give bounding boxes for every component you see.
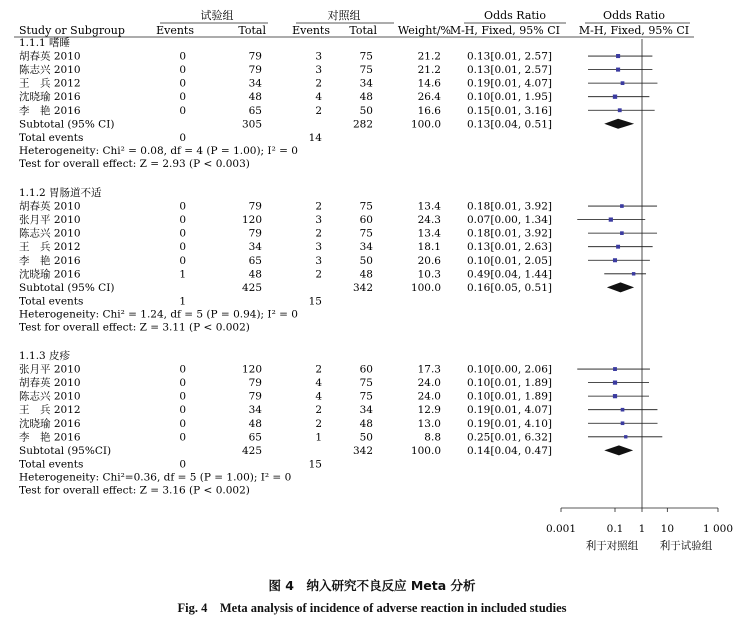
odds-ratio-header-ci: Odds Ratio (484, 9, 546, 22)
study-name: 陈志兴 2010 (19, 227, 81, 240)
total-exp: 48 (248, 91, 262, 104)
total-ctrl: 75 (359, 377, 373, 390)
ci-value: 0.19[0.01, 4.07] (466, 404, 552, 417)
subtotal-ci: 0.14[0.04, 0.47] (466, 444, 552, 457)
x-tick-label: 1 (638, 523, 646, 535)
subtotal-total-ctrl: 282 (352, 118, 373, 131)
events-ctrl: 3 (315, 50, 322, 63)
events-ctrl: 2 (315, 227, 322, 240)
total-ctrl: 60 (359, 214, 373, 227)
events-exp: 0 (179, 363, 186, 376)
total-ctrl: 75 (359, 227, 373, 240)
point-estimate (624, 435, 627, 438)
ci-value: 0.10[0.01, 1.95] (466, 91, 552, 104)
events-exp: 0 (179, 214, 186, 227)
ci-value: 0.13[0.01, 2.57] (466, 64, 552, 77)
heterogeneity-text: Heterogeneity: Chi² = 1.24, df = 5 (P = 0.94); I² = 0 (19, 308, 298, 321)
point-estimate (613, 394, 617, 398)
total-ctrl: 50 (359, 254, 373, 267)
total-exp: 79 (248, 390, 262, 403)
point-estimate (620, 204, 624, 208)
total-ctrl: 34 (359, 241, 373, 254)
pooled-diamond (604, 119, 634, 129)
overall-effect-text: Test for overall effect: Z = 2.93 (P < 0.003) (19, 157, 250, 170)
events-exp: 0 (179, 404, 186, 417)
study-name: 陈志兴 2010 (19, 390, 81, 403)
events-exp: 0 (179, 91, 186, 104)
events-exp: 0 (179, 377, 186, 390)
weight-value: 21.2 (417, 64, 441, 77)
total-ctrl: 60 (359, 363, 373, 376)
column-weight: Weight/% (397, 24, 451, 37)
events-ctrl: 2 (315, 417, 322, 430)
events-ctrl: 4 (315, 377, 322, 390)
total-events-exp: 0 (179, 131, 186, 144)
ci-value: 0.13[0.01, 2.63] (466, 241, 552, 254)
total-ctrl: 34 (359, 77, 373, 90)
weight-value: 18.1 (417, 241, 441, 254)
weight-value: 24.0 (417, 390, 441, 403)
column-study: Study or Subgroup (19, 24, 125, 37)
events-ctrl: 1 (315, 431, 322, 444)
events-exp: 0 (179, 104, 186, 117)
weight-value: 16.6 (417, 104, 441, 117)
ci-value: 0.19[0.01, 4.10] (466, 417, 552, 430)
events-exp: 0 (179, 431, 186, 444)
events-exp: 0 (179, 77, 186, 90)
total-exp: 34 (248, 77, 262, 90)
subtotal-total-exp: 425 (241, 281, 262, 294)
exp-group-header: 试验组 (200, 9, 234, 22)
study-name: 李 艳 2016 (19, 254, 81, 267)
total-ctrl: 75 (359, 50, 373, 63)
total-ctrl: 75 (359, 64, 373, 77)
total-exp: 79 (248, 200, 262, 213)
events-ctrl: 2 (315, 104, 322, 117)
odds-ratio-header-plot: Odds Ratio (603, 9, 665, 22)
ci-value: 0.10[0.01, 1.89] (466, 377, 552, 390)
point-estimate (632, 272, 635, 275)
events-exp: 0 (179, 417, 186, 430)
events-exp: 0 (179, 390, 186, 403)
subtotal-weight: 100.0 (410, 281, 441, 294)
total-exp: 120 (241, 214, 262, 227)
favours-control-label: 利于对照组 (585, 540, 639, 552)
point-estimate (613, 258, 617, 262)
total-events-ctrl: 15 (308, 458, 322, 471)
total-ctrl: 48 (359, 268, 373, 281)
ci-value: 0.15[0.01, 3.16] (466, 104, 552, 117)
study-name: 王 兵 2012 (19, 241, 81, 254)
total-events-exp: 1 (179, 295, 186, 308)
point-estimate (621, 408, 625, 412)
subtotal-label: Subtotal (95% CI) (19, 281, 115, 294)
total-ctrl: 75 (359, 390, 373, 403)
point-estimate (616, 68, 620, 72)
column-events-exp: Events (156, 24, 194, 37)
weight-value: 13.4 (417, 200, 441, 213)
total-events-exp: 0 (179, 458, 186, 471)
events-ctrl: 2 (315, 77, 322, 90)
study-name: 沈晓瑜 2016 (19, 417, 81, 430)
point-estimate (616, 245, 620, 249)
overall-effect-text: Test for overall effect: Z = 3.16 (P < 0.002) (19, 484, 250, 497)
weight-value: 21.2 (417, 50, 441, 63)
point-estimate (621, 421, 625, 425)
weight-value: 24.3 (417, 214, 441, 227)
column-total-ctrl: Total (349, 24, 377, 37)
total-ctrl: 75 (359, 200, 373, 213)
column-ci: M-H, Fixed, 95% CI (449, 24, 560, 37)
events-ctrl: 3 (315, 214, 322, 227)
study-name: 张月平 2010 (19, 363, 81, 376)
events-ctrl: 3 (315, 64, 322, 77)
ci-value: 0.10[0.01, 1.89] (466, 390, 552, 403)
total-exp: 120 (241, 363, 262, 376)
events-ctrl: 4 (315, 390, 322, 403)
study-name: 张月平 2010 (19, 214, 81, 227)
total-ctrl: 48 (359, 91, 373, 104)
weight-value: 13.0 (417, 417, 441, 430)
study-name: 陈志兴 2010 (19, 64, 81, 77)
plot-area (546, 39, 733, 552)
total-events-ctrl: 14 (308, 131, 322, 144)
subgroup-title: 1.1.2 胃肠道不适 (19, 187, 102, 199)
weight-value: 26.4 (417, 91, 441, 104)
events-ctrl: 4 (315, 91, 322, 104)
subtotal-total-ctrl: 342 (352, 444, 373, 457)
column-plot: M-H, Fixed, 95% CI (578, 24, 690, 37)
weight-value: 8.8 (424, 431, 441, 444)
study-name: 胡春英 2010 (19, 200, 81, 213)
weight-value: 24.0 (417, 377, 441, 390)
events-ctrl: 2 (315, 268, 322, 281)
ci-value: 0.19[0.01, 4.07] (466, 77, 552, 90)
total-exp: 48 (248, 417, 262, 430)
events-ctrl: 2 (315, 404, 322, 417)
ci-value: 0.25[0.01, 6.32] (466, 431, 552, 444)
subtotal-total-exp: 305 (241, 118, 262, 131)
total-ctrl: 34 (359, 404, 373, 417)
total-events-ctrl: 15 (308, 295, 322, 308)
table-body (19, 36, 552, 496)
study-name: 沈晓瑜 2016 (19, 91, 81, 104)
heterogeneity-text: Heterogeneity: Chi² = 0.08, df = 4 (P = 1.00); I² = 0 (19, 144, 298, 157)
events-ctrl: 3 (315, 254, 322, 267)
events-ctrl: 2 (315, 363, 322, 376)
total-exp: 79 (248, 64, 262, 77)
heterogeneity-text: Heterogeneity: Chi²=0.36, df = 5 (P = 1.00); I² = 0 (19, 471, 292, 484)
weight-value: 13.4 (417, 227, 441, 240)
figure-caption-zh: 图 4 纳入研究不良反应 Meta 分析 (268, 578, 476, 593)
events-ctrl: 2 (315, 200, 322, 213)
subtotal-ci: 0.16[0.05, 0.51] (466, 281, 552, 294)
ctrl-group-header: 对照组 (327, 9, 361, 22)
ci-value: 0.49[0.04, 1.44] (466, 268, 552, 281)
weight-value: 10.3 (417, 268, 441, 281)
point-estimate (613, 95, 617, 99)
subtotal-label: Subtotal (95%CI) (19, 444, 112, 457)
subtotal-label: Subtotal (95% CI) (19, 118, 115, 131)
subtotal-total-exp: 425 (241, 444, 262, 457)
events-exp: 0 (179, 200, 186, 213)
total-events-label: Total events (19, 131, 84, 144)
subtotal-ci: 0.13[0.04, 0.51] (466, 118, 552, 131)
point-estimate (618, 108, 622, 112)
x-tick-label: 1 000 (702, 523, 734, 535)
subtotal-weight: 100.0 (410, 118, 441, 131)
total-exp: 79 (248, 50, 262, 63)
total-exp: 48 (248, 268, 262, 281)
ci-value: 0.13[0.01, 2.57] (466, 50, 552, 63)
x-tick-label: 0.001 (545, 523, 577, 535)
subgroup-title: 1.1.1 嗜睡 (19, 37, 71, 49)
total-exp: 79 (248, 227, 262, 240)
weight-value: 20.6 (417, 254, 441, 267)
total-events-label: Total events (19, 295, 84, 308)
events-exp: 1 (179, 268, 186, 281)
study-name: 李 艳 2016 (19, 104, 81, 117)
total-exp: 34 (248, 404, 262, 417)
ci-value: 0.18[0.01, 3.92] (466, 227, 552, 240)
point-estimate (613, 367, 617, 371)
ci-value: 0.18[0.01, 3.92] (466, 200, 552, 213)
subgroup-title: 1.1.3 皮疹 (19, 350, 71, 362)
total-exp: 65 (248, 254, 262, 267)
study-name: 王 兵 2012 (19, 77, 81, 90)
x-tick-label: 0.1 (606, 523, 624, 535)
events-exp: 0 (179, 227, 186, 240)
events-exp: 0 (179, 50, 186, 63)
total-ctrl: 50 (359, 104, 373, 117)
study-name: 李 艳 2016 (19, 431, 81, 444)
point-estimate (613, 380, 617, 384)
point-estimate (621, 81, 625, 85)
weight-value: 14.6 (417, 77, 441, 90)
subtotal-total-ctrl: 342 (352, 281, 373, 294)
weight-value: 12.9 (417, 404, 441, 417)
total-ctrl: 50 (359, 431, 373, 444)
pooled-diamond (604, 445, 633, 455)
total-exp: 34 (248, 241, 262, 254)
events-exp: 0 (179, 241, 186, 254)
total-exp: 65 (248, 104, 262, 117)
study-name: 王 兵 2012 (19, 404, 81, 417)
point-estimate (616, 54, 620, 58)
overall-effect-text: Test for overall effect: Z = 3.11 (P < 0.002) (19, 321, 250, 334)
pooled-diamond (607, 282, 634, 292)
events-exp: 0 (179, 64, 186, 77)
column-total-exp: Total (238, 24, 266, 37)
x-tick-label: 10 (660, 523, 675, 535)
ci-value: 0.10[0.01, 2.05] (466, 254, 552, 267)
total-events-label: Total events (19, 458, 84, 471)
study-name: 沈晓瑜 2016 (19, 268, 81, 281)
study-name: 胡春英 2010 (19, 377, 81, 390)
ci-value: 0.10[0.00, 2.06] (466, 363, 552, 376)
point-estimate (609, 217, 613, 221)
total-exp: 65 (248, 431, 262, 444)
events-ctrl: 3 (315, 241, 322, 254)
study-name: 胡春英 2010 (19, 50, 81, 63)
column-events-ctrl: Events (292, 24, 330, 37)
figure-caption-en: Fig. 4 Meta analysis of incidence of adverse reaction in included studies (177, 601, 567, 615)
favours-treatment-label: 利于试验组 (659, 540, 713, 552)
total-ctrl: 48 (359, 417, 373, 430)
ci-value: 0.07[0.00, 1.34] (466, 214, 552, 227)
weight-value: 17.3 (417, 363, 441, 376)
events-exp: 0 (179, 254, 186, 267)
table-header (14, 8, 694, 37)
point-estimate (620, 231, 624, 235)
subtotal-weight: 100.0 (410, 444, 441, 457)
total-exp: 79 (248, 377, 262, 390)
